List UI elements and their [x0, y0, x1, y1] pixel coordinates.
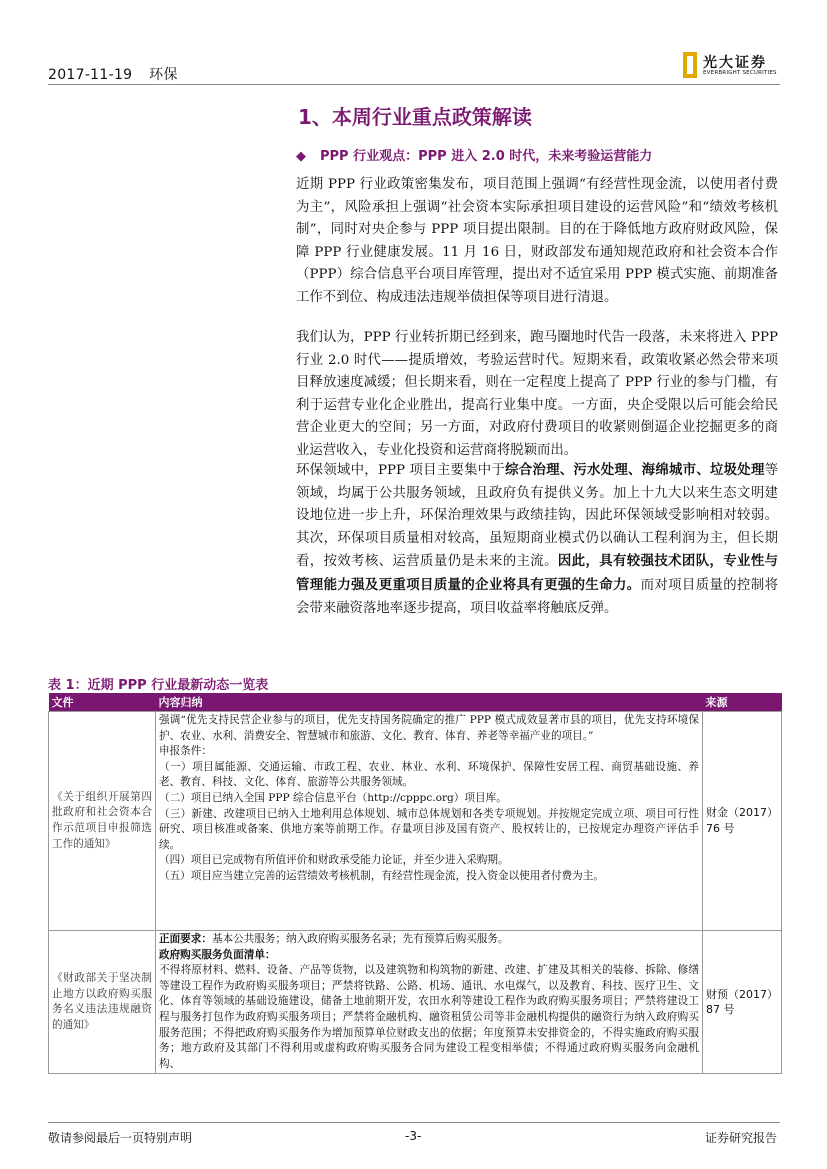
row-2-negative-label: 政府购买服务负面清单：: [159, 948, 276, 961]
paragraph-3-part-a: 环保领域中，PPP 项目主要集中于: [296, 463, 506, 478]
logo-mark-icon: [683, 52, 697, 78]
row-1-line: （五）项目应当建立完善的运营绩效考核机制，有经营性现金流，投入资金以使用者付费为主。: [159, 869, 604, 882]
report-date: 2017-11-19: [48, 67, 133, 83]
table-row: [49, 931, 782, 1074]
section-subtitle-text: PPP 行业观点：PPP 进入 2.0 时代，未来考验运营能力: [320, 149, 653, 164]
table-row: [49, 712, 782, 931]
section-subtitle: [296, 145, 652, 164]
header-divider: [48, 84, 780, 85]
row-2-source: 财预（2017）87 号: [703, 931, 782, 1074]
report-sector: 环保: [149, 67, 178, 83]
row-1-line: （一）项目属能源、交通运输、市政工程、农业、林业、水利、环境保护、保障性安居工程、商贸基础设施、养老、教育、科技、文化、体育、旅游等公共服务领域。: [159, 760, 699, 789]
row-1-content: [156, 712, 703, 931]
footer-report-type: 证券研究报告: [705, 1131, 778, 1145]
row-1-line: 申报条件：: [159, 745, 212, 758]
column-header-source: 来源: [703, 693, 782, 712]
row-1-line: 强调“优先支持民营企业参与的项目，优先支持国务院确定的推广 PPP 模式成效显著市县的项目，优先支持环境保护、农业、水利、消费安全、智慧城市和旅游、文化、教育、体育、养老等幸福产业的项目。”: [159, 714, 699, 742]
column-header-document: 文件: [49, 693, 156, 712]
column-header-content: 内容归纳: [156, 693, 703, 712]
logo-text-cn: 光大证券: [703, 55, 767, 71]
row-1-document: 《关于组织开展第四批政府和社会资本合作示范项目申报筛选工作的通知》: [49, 712, 156, 931]
row-2-content: [156, 931, 703, 1074]
table-header-row: [49, 693, 782, 712]
page-header-left: [48, 64, 178, 84]
table-title: 表 1：近期 PPP 行业最新动态一览表: [48, 678, 269, 693]
footer-disclaimer: 敬请参阅最后一页特别声明: [48, 1131, 193, 1145]
row-2-positive-label: 正面要求：: [159, 933, 212, 945]
row-2-document: 《财政部关于坚决制止地方以政府购买服务名义违法违规融资的通知》: [49, 931, 156, 1074]
row-1-line: （四）项目已完成物有所值评价和财政承受能力论证，并至少进入采购期。: [159, 854, 509, 867]
row-2-negative-text: 不得将原材料、燃料、设备、产品等货物，以及建筑物和构筑物的新建、改建、扩建及其相关的装修、拆除、修缮等建设工程作为政府购买服务项目；严禁将铁路、公路、机场、通讯、水电煤气，以及教育、科技、医疗卫生、文化、体育等领域的基础设施建设，储备土地前期开发，农田水利等建设工程作为政府购买服务项目；严禁将建设工程与服务打包作为政府购买服务项目；严禁将金融机构、融资租赁公司等非金融机构提供的融资行为纳入政府购买服务范围；不得把政府购买服务作为增加预算单位财政支出的依据；年度预算未安排资金的，不得实施政府购买服务；地方政府及其部门不得利用或虚构政府购买服务合同为建设工程变相举债；不得通过政府购买服务向金融机构、: [159, 964, 699, 1070]
paragraph-3-bold-conclusion: 因此，具有较强技术团队，专业性与管理能力强及更重项目质量的企业将具有更强的生命力。: [296, 553, 779, 593]
logo-text-en: EVERBRIGHT SECURITIES: [703, 70, 777, 76]
row-2-positive-line: [159, 932, 699, 948]
paragraph-3: [296, 459, 778, 620]
paragraph-3-part-e: 而对项目质量的控制将会带来融资落地率逐步提高，项目收益率将触底反弹。: [296, 577, 779, 616]
row-1-source: 财金（2017）76 号: [703, 712, 782, 931]
page-number: -3-: [405, 1129, 422, 1143]
paragraph-3-part-c: 等领域，均属于公共服务领域，且政府负有提供义务。加上十九大以来生态文明建设地位进一步上升，环保治理效果与政绩挂钩，因此环保领域受影响相对较弱。其次，环保项目质量相对较高，虽短期商业模式仍以确认工程利润为主，但长期看，按效考核、运营质量仍是未来的主流。: [296, 463, 778, 570]
row-1-line: （三）新建、改建项目已纳入土地利用总体规划、城市总体规划和各类专项规划。并按规定完成立项、项目可行性研究、项目核准或备案、供地方案等前期工作。存量项目涉及国有资产、股权转让的，已按规定办理资产评估手续。: [159, 807, 699, 851]
row-2-positive-text: 基本公共服务；纳入政府购买服务名录；先有预算后购买服务。: [211, 933, 509, 945]
policy-table: [48, 693, 782, 1074]
diamond-bullet-icon: ◆: [296, 149, 306, 164]
paragraph-2: 我们认为，PPP 行业转折期已经到来，跑马圈地时代告一段落，未来将进入 PPP 行业 2.0 时代——提质增效，考验运营时代。短期来看，政策收紧必然会带来项目释放速度减缓；但长期来看，则在一定程度上提高了 PPP 行业的参与门槛，有利于运营专业化企业胜出，提高行业集中度。一方面，央企受限以后可能会给民营企业更大的空间；另一方面，对政府付费项目的收紧则倒逼企业挖掘更多的商业运营收入，专业化投资和运营商将脱颖而出。: [296, 330, 778, 458]
row-1-line: （二）项目已纳入全国 PPP 综合信息平台（http://cpppc.org）项目库。: [159, 791, 507, 804]
section-title: 1、本周行业重点政策解读: [298, 105, 532, 129]
brand-logo: [683, 50, 793, 80]
paragraph-3-bold-fields: 综合治理、污水处理、海绵城市、垃圾处理: [505, 462, 765, 478]
footer-divider: [48, 1122, 780, 1123]
paragraph-1: 近期 PPP 行业政策密集发布，项目范围上强调“有经营性现金流，以使用者付费为主”，风险承担上强调“社会资本实际承担项目建设的运营风险”和“绩效考核机制”，同时对央企参与 PPP 项目提出限制。目的在于降低地方政府财政风险，保障 PPP 行业健康发展。11 月 16 日，财政部发布通知规范政府和社会资本合作（PPP）综合信息平台项目库管理，提出对不适宜采用 PPP 模式实施、前期准备工作不到位、构成违法违规举债担保等项目进行清退。: [296, 177, 778, 305]
